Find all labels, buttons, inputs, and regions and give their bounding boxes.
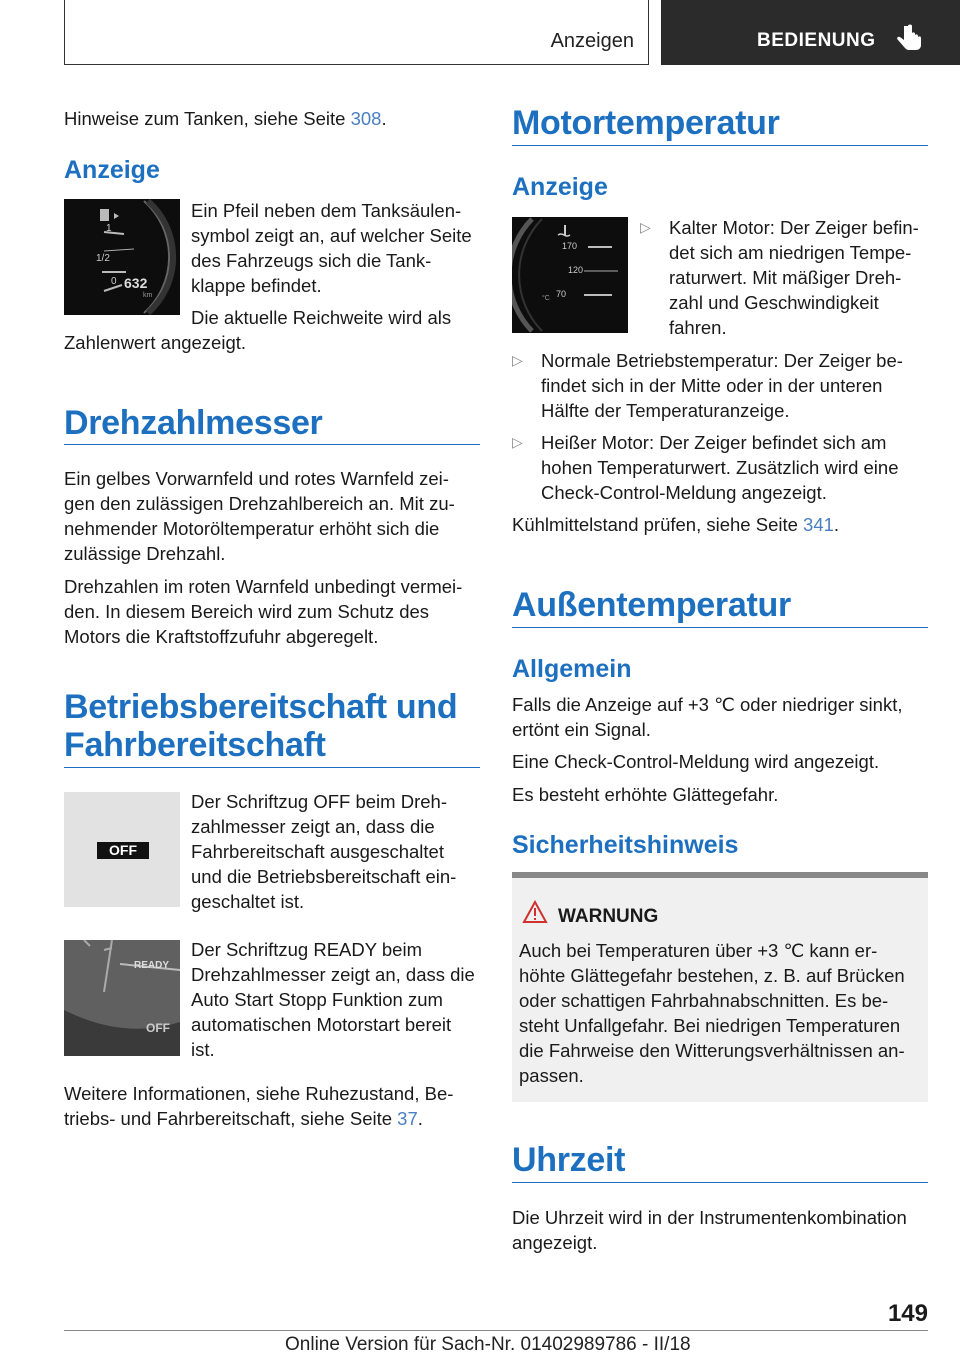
fuel-hint: Hinweise zum Tanken, siehe Seite 308. xyxy=(64,108,387,129)
off-display-image xyxy=(64,792,180,907)
bullet-hot-engine: ▷ Heißer Motor: Der Zeiger befindet sich am hohen Temperaturwert. Zusätzlich wird eine Check-Control-Meldung angezeigt. xyxy=(512,432,899,503)
drehzahl-text-1: Ein gelbes Vorwarnfeld und rotes Warnfeld zei- gen den zulässigen Drehzahlbereich an. Mit zu- nehmender Motoröltemperatur erhöht sich die zulässige Drehzahl. xyxy=(64,468,455,564)
allgemein-text-2: Eine Check-Control-Meldung wird angezeigt. xyxy=(512,751,880,772)
off-label: OFF xyxy=(97,842,149,859)
more-info-text: Weitere Informationen, siehe Ruhezustand, Be- triebs- und Fahrbereitschaft, siehe Seite 37. xyxy=(64,1083,454,1129)
ready-label: READY xyxy=(134,960,170,971)
range-value: 632 xyxy=(124,275,148,291)
hand-pointer-icon xyxy=(893,22,927,56)
anzeige-heading-right: Anzeige xyxy=(512,173,608,201)
coolant-hint: Kühlmittelstand prüfen, siehe Seite 341. xyxy=(512,514,840,535)
anzeige-text-2b: Zahlenwert angezeigt. xyxy=(64,332,247,353)
warning-box xyxy=(512,872,928,1102)
bullet-triangle-icon: ▷ xyxy=(512,434,523,450)
fuel-gauge-image: 1 1/2 0 632 km xyxy=(64,199,180,315)
allgemein-text-1: Falls die Anzeige auf +3 ℃ oder niedriger sinkt, ertönt ein Signal. xyxy=(512,694,903,740)
allgemein-text-3: Es besteht erhöhte Glättegefahr. xyxy=(512,784,779,805)
off-text: Der Schriftzug OFF beim Dreh- zahlmesser zeigt an, dass die Fahrbereitschaft ausgeschaltet und die Betriebsbereitschaft ein- geschaltet ist. xyxy=(191,791,457,912)
ready-text: Der Schriftzug READY beim Drehzahlmesser zeigt an, dass die Auto Start Stopp Funktion zum automatischen Motorstart bereit ist. xyxy=(191,939,475,1060)
anzeige-heading-left: Anzeige xyxy=(64,156,160,184)
ready-off-label: OFF xyxy=(146,1021,170,1035)
warning-heading: WARNUNG xyxy=(558,906,659,927)
header-chapter-label: BEDIENUNG xyxy=(757,30,876,51)
page-link-341[interactable]: 341 xyxy=(803,514,834,535)
header-section-tab xyxy=(64,0,649,65)
bullet-triangle-icon: ▷ xyxy=(512,352,523,368)
anzeige-text-1: Ein Pfeil neben dem Tanksäulen- symbol zeigt an, auf welcher Seite des Fahrzeugs sich die Tank- klappe befindet. xyxy=(191,200,472,296)
anzeige-text-2a: Die aktuelle Reichweite wird als xyxy=(191,307,452,328)
drehzahl-text-2: Drehzahlen im roten Warnfeld unbedingt vermei- den. In diesem Bereich wird zum Schutz des Motors die Kraftstoffzufuhr abgeregelt. xyxy=(64,576,463,647)
page-link-37[interactable]: 37 xyxy=(397,1108,418,1129)
temperature-gauge-image: 170 120 70 °C xyxy=(512,217,628,333)
ready-display-image xyxy=(64,940,180,1056)
betriebsbereitschaft-heading: Betriebsbereitschaft und Fahrbereitschaft xyxy=(64,688,458,764)
header-section-label: Anzeigen xyxy=(550,30,634,52)
motortemperatur-heading: Motortemperatur xyxy=(512,104,780,142)
page-number: 149 xyxy=(887,1300,928,1327)
page-link-308[interactable]: 308 xyxy=(350,108,382,129)
fuel-pump-icon xyxy=(100,209,109,221)
section-rule xyxy=(512,145,928,146)
section-rule xyxy=(512,627,928,628)
warning-text: Auch bei Temperaturen über +3 ℃ kann er- höhte Glättegefahr bestehen, z. B. auf Brücken oder schattigen Fahrbahnabschnitten. Es be- steht Unfallgefahr. Bei niedrigen Temperaturen die Fahrweise den Witterungsverhältnissen an- passen. xyxy=(519,940,905,1086)
footer-rule xyxy=(64,1330,928,1331)
section-rule xyxy=(512,1182,928,1183)
allgemein-heading: Allgemein xyxy=(512,655,632,683)
bullet-triangle-icon: ▷ xyxy=(640,219,651,235)
section-rule xyxy=(64,444,480,445)
bullet-cold-engine: ▷ Kalter Motor: Der Zeiger befin- det sich am niedrigen Tempe- raturwert. Mit mäßiger Dreh- zahl und Geschwindigkeit fahren. xyxy=(640,217,919,338)
warning-triangle-icon xyxy=(522,900,548,924)
sicherheitshinweis-heading: Sicherheitshinweis xyxy=(512,831,739,859)
aussentemperatur-heading: Außentemperatur xyxy=(512,586,791,624)
drehzahlmesser-heading: Drehzahlmesser xyxy=(64,404,323,442)
uhrzeit-text: Die Uhrzeit wird in der Instrumentenkombination angezeigt. xyxy=(512,1207,907,1253)
section-rule xyxy=(64,767,480,768)
uhrzeit-heading: Uhrzeit xyxy=(512,1141,626,1179)
bullet-normal-temperature: ▷ Normale Betriebstemperatur: Der Zeiger be- findet sich in der Mitte oder in der unteren Hälfte der Temperaturanzeige. xyxy=(512,350,903,421)
footer-text: Online Version für Sach-Nr. 01402989786 - II/18 xyxy=(285,1334,691,1355)
